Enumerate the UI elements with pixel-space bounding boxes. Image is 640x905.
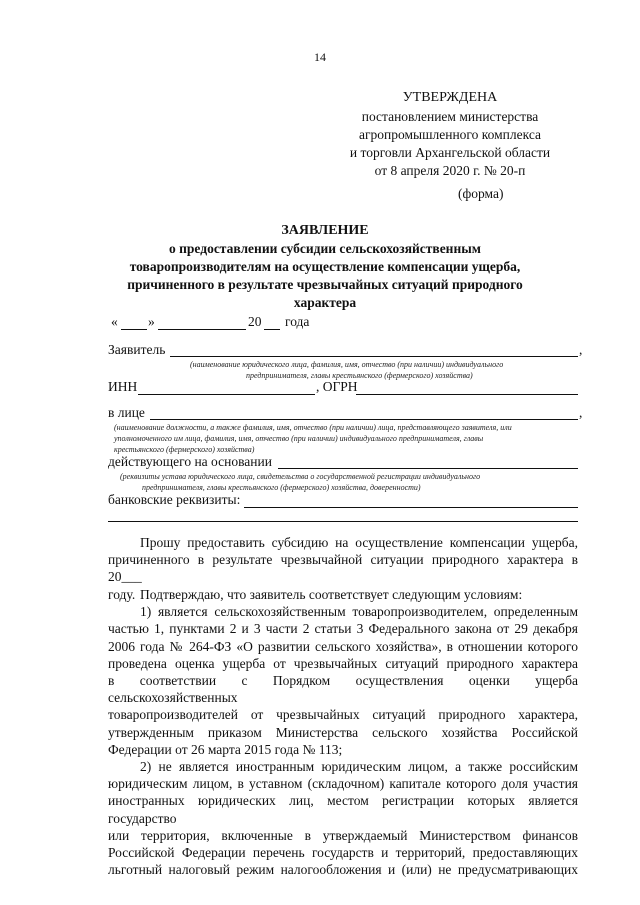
bank-label: банковские реквизиты: — [108, 492, 241, 507]
comma: , — [579, 405, 583, 420]
comma: , — [579, 342, 583, 357]
date-close-quote: » — [148, 314, 155, 329]
approval-heading: УТВЕРЖДЕНА — [402, 90, 498, 105]
confirm-heading: Подтверждаю, что заявитель соответствует следующим условиям: — [140, 587, 523, 602]
person-label: в лице — [108, 405, 145, 420]
condition-line: Российской Федерации перечень государств и территорий, предоставляющих — [108, 845, 578, 861]
condition-line: 1) является сельскохозяйственным товаропроизводителем, определенным — [140, 604, 578, 620]
inn-label: ИНН — [108, 379, 138, 394]
title-line: о предоставлении субсидии сельскохозяйственным — [169, 241, 481, 256]
ogrn-label: , ОГРН — [316, 379, 358, 394]
applicant-label: Заявитель — [108, 342, 166, 357]
person-hint: уполномоченного им лица, фамилия, имя, отчество (при наличии) индивидуального предпринимателя, главы — [114, 434, 484, 443]
condition-line: 2006 года № 264-ФЗ «О развитии сельского хозяйства», в отношении которого — [108, 638, 578, 654]
conditions-section — [108, 586, 578, 878]
approval-line: агропромышленного комплекса — [359, 127, 541, 142]
request-line: причиненного в результате чрезвычайной ситуации природного характера в 20___ — [108, 552, 578, 585]
condition-line: проведена оценка ущерба от чрезвычайных ситуаций природного характера — [108, 655, 578, 671]
basis-hint: (реквизиты устава юридического лица, свидетельства о государственной регистрации индивидуального — [120, 472, 481, 481]
title-line: товаропроизводителям на осуществление компенсации ущерба, — [129, 259, 521, 274]
condition-line: частью 1, пунктами 2 и 3 части 2 статьи 3 Федерального закона от 29 декабря — [108, 621, 578, 637]
person-hint: крестьянского (фермерского) хозяйства) — [114, 445, 255, 454]
request-line: году. — [108, 586, 136, 602]
date-open-quote: « — [111, 314, 118, 329]
bank-field[interactable] — [244, 507, 578, 508]
basis-hint: предпринимателя, главы крестьянского (фермерского) хозяйства, доверенности) — [142, 483, 421, 492]
ogrn-field[interactable] — [356, 394, 578, 395]
inn-field[interactable] — [138, 394, 315, 395]
condition-line: или территория, включенные в утверждаемый Министерством финансов — [108, 827, 578, 843]
condition-line: 2) не является иностранным юридическим лицом, а также российским — [140, 759, 578, 775]
title-line: причиненного в результате чрезвычайных ситуаций природного — [127, 277, 523, 292]
approval-line: от 8 апреля 2020 г. № 20-п — [374, 163, 526, 178]
approval-line: и торговли Архангельской области — [349, 145, 551, 160]
person-field[interactable] — [150, 419, 578, 420]
condition-line: в соответствии с Порядком осуществления оценки ущерба сельскохозяйственных — [108, 673, 578, 706]
year-suffix: года — [285, 314, 310, 329]
applicant-hint: (наименование юридического лица, фамилия, имя, отчество (при наличии) индивидуального — [190, 360, 504, 369]
condition-line: льготный налоговый режим налогообложения и (или) не предусматривающих — [108, 862, 578, 878]
year-prefix: 20 — [248, 314, 262, 329]
title-line: характера — [293, 295, 357, 310]
page-number: 14 — [314, 50, 326, 64]
condition-line: иностранных юридических лиц, местом регистрации которых является государство — [108, 793, 578, 826]
bank-field-continuation[interactable] — [108, 521, 578, 522]
request-line: Прошу предоставить субсидию на осуществление компенсации ущерба, — [140, 535, 578, 550]
year-field[interactable] — [264, 329, 280, 330]
applicant-hint: предпринимателя, главы крестьянского (фермерского) хозяйства) — [246, 371, 473, 380]
applicant-field[interactable] — [170, 356, 578, 357]
day-field[interactable] — [121, 329, 147, 330]
condition-line: Федерации от 26 марта 2015 года № 113; — [108, 741, 343, 757]
basis-label: действующего на основании — [108, 454, 272, 469]
title-main: ЗАЯВЛЕНИЕ — [281, 223, 369, 238]
form-label: (форма) — [458, 186, 504, 201]
condition-line: утвержденным приказом Министерства сельского хозяйства Российской — [108, 724, 578, 740]
month-field[interactable] — [158, 329, 246, 330]
basis-field[interactable] — [278, 468, 578, 469]
person-hint: (наименование должности, а также фамилия, имя, отчество (при наличии) лица, представляющего заявителя, или — [114, 423, 512, 432]
approval-line: постановлением министерства — [361, 109, 539, 124]
condition-line: юридическим лицом, в уставном (складочном) капитале которого доля участия — [108, 776, 578, 792]
condition-line: товаропроизводителей от чрезвычайных ситуаций природного характера, — [108, 707, 578, 723]
